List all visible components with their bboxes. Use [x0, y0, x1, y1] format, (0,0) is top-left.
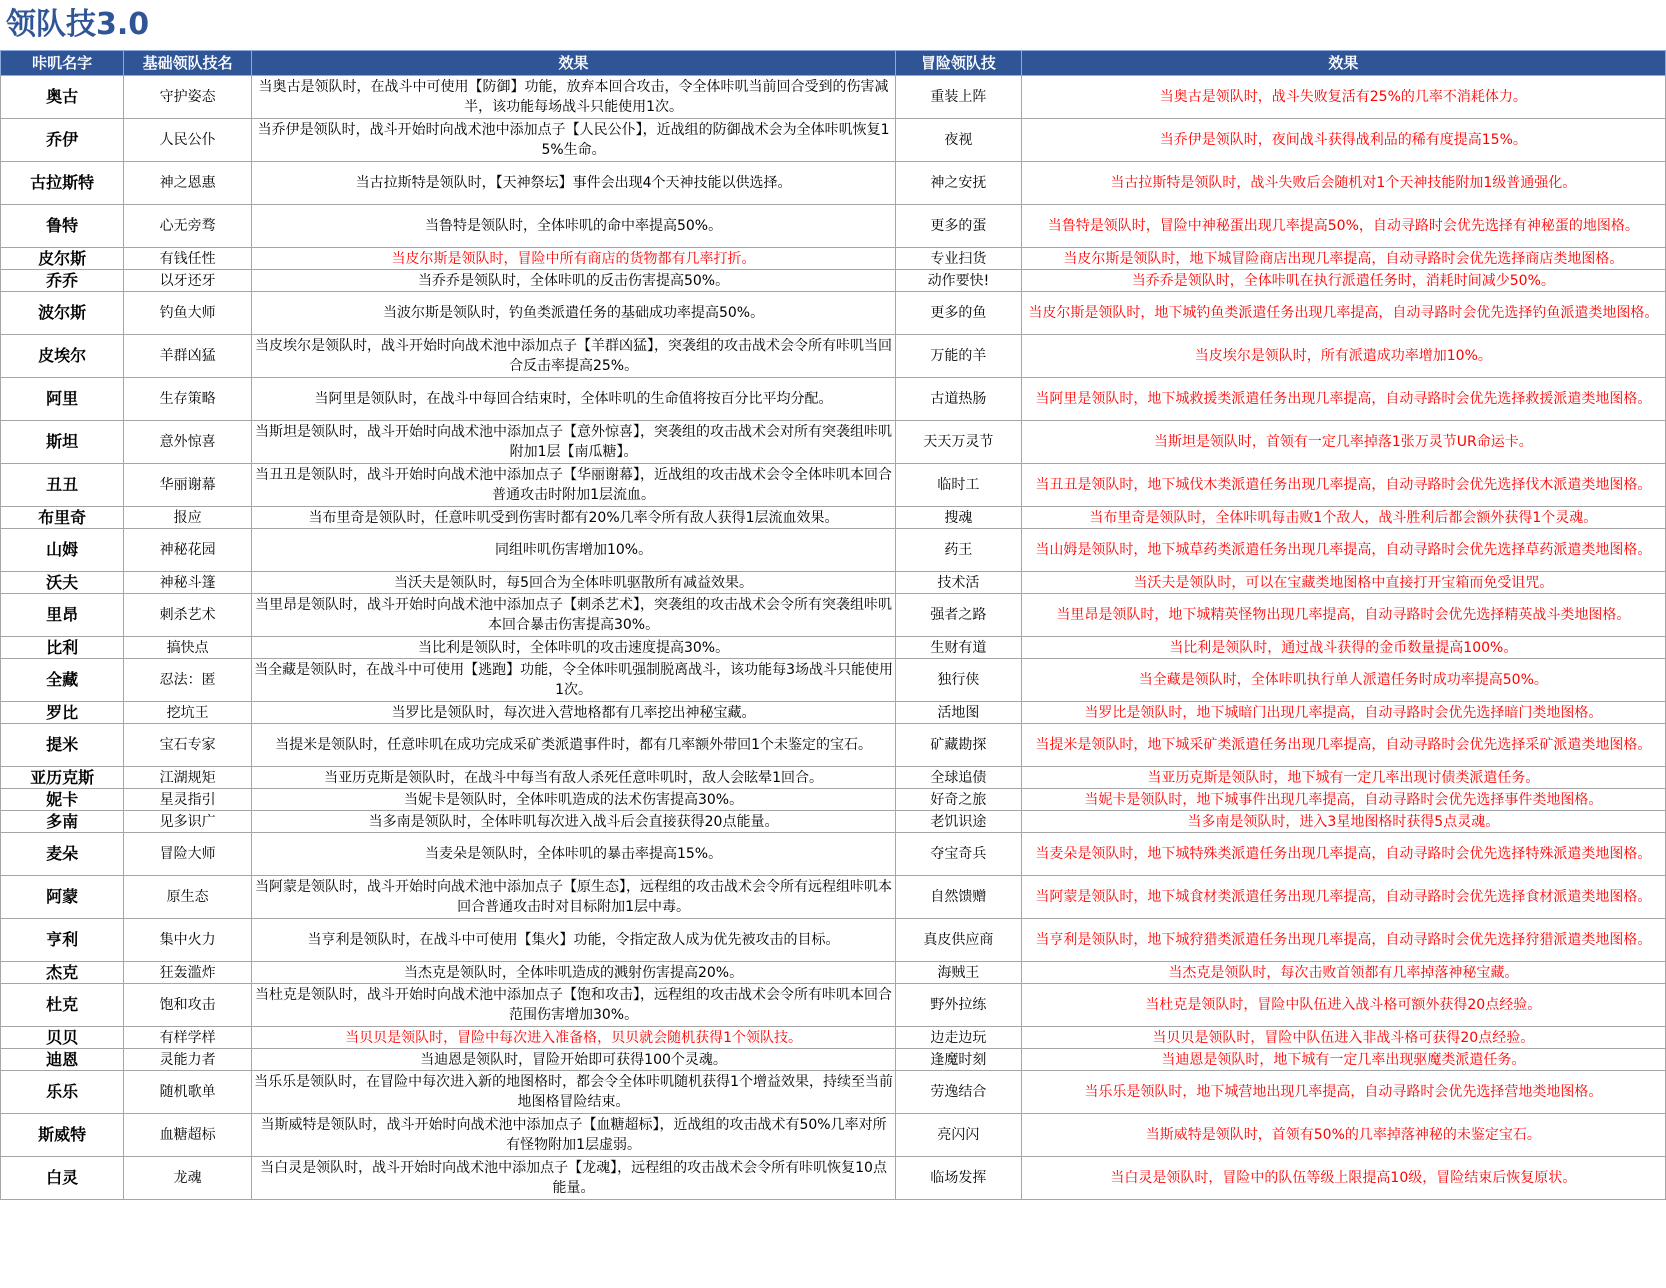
cell-adventure-effect: 当鲁特是领队时，冒险中神秘蛋出现几率提高50%，自动寻路时会优先选择有神秘蛋的地图格。	[1021, 205, 1665, 248]
cell-adventure-effect: 当阿里是领队时，地下城救援类派遣任务出现几率提高，自动寻路时会优先选择救援派遣类地图格。	[1021, 378, 1665, 421]
cell-name: 提米	[1, 724, 124, 767]
cell-adventure-effect: 当迪恩是领队时，地下城有一定几率出现驱魔类派遣任务。	[1021, 1049, 1665, 1071]
cell-adventure-skill: 重装上阵	[896, 76, 1021, 119]
cell-basic-skill: 有样学样	[124, 1027, 252, 1049]
cell-adventure-skill: 古道热肠	[896, 378, 1021, 421]
cell-adventure-effect: 当里昂是领队时，地下城精英怪物出现几率提高，自动寻路时会优先选择精英战斗类地图格。	[1021, 594, 1665, 637]
table-row	[1, 811, 1666, 833]
cell-adventure-effect: 当乔伊是领队时，夜间战斗获得战利品的稀有度提高15%。	[1021, 119, 1665, 162]
cell-basic-effect: 当古拉斯特是领队时，【天神祭坛】事件会出现4个天神技能以供选择。	[251, 162, 895, 205]
table-row	[1, 335, 1666, 378]
cell-name: 乐乐	[1, 1071, 124, 1114]
cell-adventure-effect: 当白灵是领队时，冒险中的队伍等级上限提高10级，冒险结束后恢复原状。	[1021, 1157, 1665, 1200]
table-row	[1, 767, 1666, 789]
cell-basic-effect: 当贝贝是领队时，冒险中每次进入准备格，贝贝就会随机获得1个领队技。	[251, 1027, 895, 1049]
cell-basic-skill: 羊群凶猛	[124, 335, 252, 378]
cell-name: 丑丑	[1, 464, 124, 507]
cell-basic-skill: 冒险大师	[124, 833, 252, 876]
cell-name: 麦朵	[1, 833, 124, 876]
cell-basic-effect: 当斯坦是领队时，战斗开始时向战术池中添加点子【意外惊喜】，突袭组的攻击战术会对所有突袭组咔叽附加1层【南瓜糖】。	[251, 421, 895, 464]
cell-name: 亨利	[1, 919, 124, 962]
cell-basic-skill: 心无旁骛	[124, 205, 252, 248]
cell-name: 贝贝	[1, 1027, 124, 1049]
cell-basic-skill: 华丽谢幕	[124, 464, 252, 507]
cell-adventure-skill: 临场发挥	[896, 1157, 1021, 1200]
cell-basic-skill: 钓鱼大师	[124, 292, 252, 335]
cell-adventure-skill: 独行侠	[896, 659, 1021, 702]
cell-adventure-skill: 海贼王	[896, 962, 1021, 984]
cell-basic-effect: 当皮埃尔是领队时，战斗开始时向战术池中添加点子【羊群凶猛】，突袭组的攻击战术会令所有咔叽当回合反击率提高25%。	[251, 335, 895, 378]
cell-adventure-skill: 临时工	[896, 464, 1021, 507]
cell-basic-skill: 星灵指引	[124, 789, 252, 811]
cell-adventure-effect: 当乔乔是领队时，全体咔叽在执行派遣任务时，消耗时间减少50%。	[1021, 270, 1665, 292]
cell-basic-skill: 灵能力者	[124, 1049, 252, 1071]
cell-adventure-skill: 真皮供应商	[896, 919, 1021, 962]
cell-basic-skill: 刺杀艺术	[124, 594, 252, 637]
cell-name: 斯坦	[1, 421, 124, 464]
cell-basic-effect: 当亚历克斯是领队时，在战斗中每当有敌人杀死任意咔叽时，敌人会眩晕1回合。	[251, 767, 895, 789]
cell-name: 杜克	[1, 984, 124, 1027]
cell-basic-effect: 当乔乔是领队时，全体咔叽的反击伤害提高50%。	[251, 270, 895, 292]
cell-adventure-effect: 当提米是领队时，地下城采矿类派遣任务出现几率提高，自动寻路时会优先选择采矿派遣类地图格。	[1021, 724, 1665, 767]
table-row	[1, 1071, 1666, 1114]
cell-adventure-skill: 更多的蛋	[896, 205, 1021, 248]
cell-basic-effect: 当比利是领队时，全体咔叽的攻击速度提高30%。	[251, 637, 895, 659]
table-row	[1, 1114, 1666, 1157]
table-row	[1, 876, 1666, 919]
table-row	[1, 464, 1666, 507]
cell-basic-effect: 当亨利是领队时，在战斗中可使用【集火】功能，令指定敌人成为优先被攻击的目标。	[251, 919, 895, 962]
cell-basic-effect: 当皮尔斯是领队时，冒险中所有商店的货物都有几率打折。	[251, 248, 895, 270]
cell-adventure-skill: 亮闪闪	[896, 1114, 1021, 1157]
cell-name: 阿蒙	[1, 876, 124, 919]
cell-basic-skill: 忍法：匿	[124, 659, 252, 702]
cell-basic-skill: 报应	[124, 507, 252, 529]
cell-name: 阿里	[1, 378, 124, 421]
cell-adventure-skill: 技术活	[896, 572, 1021, 594]
cell-basic-effect: 当白灵是领队时，战斗开始时向战术池中添加点子【龙魂】，远程组的攻击战术会令所有咔叽恢复10点能量。	[251, 1157, 895, 1200]
cell-adventure-skill: 更多的鱼	[896, 292, 1021, 335]
cell-basic-skill: 神秘斗篷	[124, 572, 252, 594]
cell-adventure-effect: 当古拉斯特是领队时，战斗失败后会随机对1个天神技能附加1级普通强化。	[1021, 162, 1665, 205]
cell-adventure-effect: 当皮尔斯是领队时，地下城钓鱼类派遣任务出现几率提高，自动寻路时会优先选择钓鱼派遣类地图格。	[1021, 292, 1665, 335]
cell-name: 罗比	[1, 702, 124, 724]
table-row	[1, 572, 1666, 594]
cell-adventure-effect: 当丑丑是领队时，地下城伐木类派遣任务出现几率提高，自动寻路时会优先选择伐木派遣类地图格。	[1021, 464, 1665, 507]
cell-adventure-effect: 当杜克是领队时，冒险中队伍进入战斗格可额外获得20点经验。	[1021, 984, 1665, 1027]
cell-adventure-skill: 边走边玩	[896, 1027, 1021, 1049]
table-row	[1, 962, 1666, 984]
cell-adventure-effect: 当布里奇是领队时，全体咔叽每击败1个敌人，战斗胜利后都会额外获得1个灵魂。	[1021, 507, 1665, 529]
cell-adventure-effect: 当皮尔斯是领队时，地下城冒险商店出现几率提高，自动寻路时会优先选择商店类地图格。	[1021, 248, 1665, 270]
table-row	[1, 919, 1666, 962]
cell-adventure-effect: 当麦朵是领队时，地下城特殊类派遣任务出现几率提高，自动寻路时会优先选择特殊派遣类地图格。	[1021, 833, 1665, 876]
cell-basic-skill: 神秘花园	[124, 529, 252, 572]
cell-basic-effect: 当迪恩是领队时，冒险开始即可获得100个灵魂。	[251, 1049, 895, 1071]
cell-adventure-effect: 当全藏是领队时，全体咔叽执行单人派遣任务时成功率提高50%。	[1021, 659, 1665, 702]
cell-adventure-effect: 当罗比是领队时，地下城暗门出现几率提高，自动寻路时会优先选择暗门类地图格。	[1021, 702, 1665, 724]
cell-basic-skill: 江湖规矩	[124, 767, 252, 789]
cell-name: 布里奇	[1, 507, 124, 529]
cell-name: 白灵	[1, 1157, 124, 1200]
cell-basic-skill: 见多识广	[124, 811, 252, 833]
cell-basic-skill: 守护姿态	[124, 76, 252, 119]
cell-name: 乔伊	[1, 119, 124, 162]
cell-basic-effect: 当沃夫是领队时，每5回合为全体咔叽驱散所有减益效果。	[251, 572, 895, 594]
table-row	[1, 529, 1666, 572]
table-row	[1, 162, 1666, 205]
table-row	[1, 637, 1666, 659]
cell-basic-effect: 当鲁特是领队时，全体咔叽的命中率提高50%。	[251, 205, 895, 248]
cell-basic-skill: 随机歌单	[124, 1071, 252, 1114]
cell-name: 皮埃尔	[1, 335, 124, 378]
col-header-basic-effect: 效果	[251, 51, 895, 76]
cell-adventure-effect: 当斯威特是领队时，首领有50%的几率掉落神秘的未鉴定宝石。	[1021, 1114, 1665, 1157]
cell-name: 乔乔	[1, 270, 124, 292]
cell-adventure-skill: 老饥识途	[896, 811, 1021, 833]
col-header-adventure-skill: 冒险领队技	[896, 51, 1021, 76]
table-row	[1, 984, 1666, 1027]
cell-name: 杰克	[1, 962, 124, 984]
cell-adventure-skill: 活地图	[896, 702, 1021, 724]
cell-adventure-skill: 自然馈赠	[896, 876, 1021, 919]
cell-adventure-skill: 生财有道	[896, 637, 1021, 659]
table-row	[1, 1027, 1666, 1049]
cell-basic-skill: 龙魂	[124, 1157, 252, 1200]
table-row	[1, 594, 1666, 637]
cell-adventure-skill: 夺宝奇兵	[896, 833, 1021, 876]
cell-name: 沃夫	[1, 572, 124, 594]
cell-basic-effect: 当妮卡是领队时，全体咔叽造成的法术伤害提高30%。	[251, 789, 895, 811]
cell-adventure-skill: 专业扫货	[896, 248, 1021, 270]
cell-adventure-effect: 当比利是领队时，通过战斗获得的金币数量提高100%。	[1021, 637, 1665, 659]
cell-basic-effect: 当麦朵是领队时，全体咔叽的暴击率提高15%。	[251, 833, 895, 876]
cell-name: 亚历克斯	[1, 767, 124, 789]
cell-basic-effect: 当杜克是领队时，战斗开始时向战术池中添加点子【饱和攻击】，远程组的攻击战术会令所有咔叽本回合范围伤害增加30%。	[251, 984, 895, 1027]
cell-basic-skill: 狂轰滥炸	[124, 962, 252, 984]
cell-basic-skill: 挖坑王	[124, 702, 252, 724]
cell-basic-skill: 有钱任性	[124, 248, 252, 270]
cell-basic-effect: 当乐乐是领队时，在冒险中每次进入新的地图格时，都会令全体咔叽随机获得1个增益效果，持续至当前地图格冒险结束。	[251, 1071, 895, 1114]
cell-basic-effect: 当罗比是领队时，每次进入营地格都有几率挖出神秘宝藏。	[251, 702, 895, 724]
cell-adventure-skill: 野外拉练	[896, 984, 1021, 1027]
cell-basic-skill: 人民公仆	[124, 119, 252, 162]
cell-basic-skill: 搞快点	[124, 637, 252, 659]
cell-adventure-skill: 神之安抚	[896, 162, 1021, 205]
cell-basic-effect: 当波尔斯是领队时，钓鱼类派遣任务的基础成功率提高50%。	[251, 292, 895, 335]
cell-basic-skill: 原生态	[124, 876, 252, 919]
col-header-name: 咔叽名字	[1, 51, 124, 76]
table-row	[1, 1049, 1666, 1071]
cell-basic-effect: 当乔伊是领队时，战斗开始时向战术池中添加点子【人民公仆】，近战组的防御战术会为全体咔叽恢复15%生命。	[251, 119, 895, 162]
cell-basic-skill: 意外惊喜	[124, 421, 252, 464]
table-row	[1, 421, 1666, 464]
cell-adventure-effect: 当亨利是领队时，地下城狩猎类派遣任务出现几率提高，自动寻路时会优先选择狩猎派遣类地图格。	[1021, 919, 1665, 962]
cell-name: 比利	[1, 637, 124, 659]
cell-basic-effect: 当里昂是领队时，战斗开始时向战术池中添加点子【刺杀艺术】，突袭组的攻击战术会令所有突袭组咔叽本回合暴击伤害提高30%。	[251, 594, 895, 637]
cell-adventure-effect: 当阿蒙是领队时，地下城食材类派遣任务出现几率提高，自动寻路时会优先选择食材派遣类地图格。	[1021, 876, 1665, 919]
table-row	[1, 292, 1666, 335]
cell-adventure-effect: 当沃夫是领队时，可以在宝藏类地图格中直接打开宝箱而免受诅咒。	[1021, 572, 1665, 594]
cell-adventure-skill: 万能的羊	[896, 335, 1021, 378]
cell-adventure-effect: 当皮埃尔是领队时，所有派遣成功率增加10%。	[1021, 335, 1665, 378]
table-row	[1, 248, 1666, 270]
cell-basic-skill: 神之恩惠	[124, 162, 252, 205]
cell-name: 奥古	[1, 76, 124, 119]
cell-adventure-skill: 全球追债	[896, 767, 1021, 789]
cell-basic-skill: 饱和攻击	[124, 984, 252, 1027]
cell-name: 古拉斯特	[1, 162, 124, 205]
table-row	[1, 119, 1666, 162]
cell-name: 迪恩	[1, 1049, 124, 1071]
table-row	[1, 270, 1666, 292]
cell-basic-effect: 当提米是领队时，任意咔叽在成功完成采矿类派遣事件时，都有几率额外带回1个未鉴定的宝石。	[251, 724, 895, 767]
table-row	[1, 789, 1666, 811]
col-header-basic-skill: 基础领队技名	[124, 51, 252, 76]
cell-basic-effect: 当布里奇是领队时，任意咔叽受到伤害时都有20%几率令所有敌人获得1层流血效果。	[251, 507, 895, 529]
table-row	[1, 378, 1666, 421]
cell-adventure-effect: 当亚历克斯是领队时，地下城有一定几率出现讨债类派遣任务。	[1021, 767, 1665, 789]
cell-basic-effect: 当杰克是领队时，全体咔叽造成的溅射伤害提高20%。	[251, 962, 895, 984]
cell-adventure-skill: 强者之路	[896, 594, 1021, 637]
table-row	[1, 1157, 1666, 1200]
table-row	[1, 702, 1666, 724]
cell-adventure-effect: 当乐乐是领队时，地下城营地出现几率提高，自动寻路时会优先选择营地类地图格。	[1021, 1071, 1665, 1114]
cell-adventure-effect: 当杰克是领队时，每次击败首领都有几率掉落神秘宝藏。	[1021, 962, 1665, 984]
cell-adventure-skill: 劳逸结合	[896, 1071, 1021, 1114]
cell-basic-effect: 当斯威特是领队时，战斗开始时向战术池中添加点子【血糖超标】，近战组的攻击战术有50%几率对所有怪物附加1层虚弱。	[251, 1114, 895, 1157]
cell-basic-effect: 当丑丑是领队时，战斗开始时向战术池中添加点子【华丽谢幕】，近战组的攻击战术会令全体咔叽本回合普通攻击时附加1层流血。	[251, 464, 895, 507]
table-row	[1, 833, 1666, 876]
cell-basic-skill: 宝石专家	[124, 724, 252, 767]
cell-name: 多南	[1, 811, 124, 833]
cell-adventure-effect: 当多南是领队时，进入3星地图格时获得5点灵魂。	[1021, 811, 1665, 833]
cell-name: 里昂	[1, 594, 124, 637]
cell-name: 波尔斯	[1, 292, 124, 335]
cell-basic-effect: 当多南是领队时，全体咔叽每次进入战斗后会直接获得20点能量。	[251, 811, 895, 833]
page-title: 领队技3.0	[6, 7, 150, 42]
table-row	[1, 724, 1666, 767]
cell-adventure-skill: 矿藏勘探	[896, 724, 1021, 767]
cell-adventure-skill: 动作要快!	[896, 270, 1021, 292]
cell-name: 斯威特	[1, 1114, 124, 1157]
cell-name: 皮尔斯	[1, 248, 124, 270]
leader-skill-table	[0, 50, 1666, 1200]
col-header-adventure-effect: 效果	[1021, 51, 1665, 76]
cell-basic-effect: 当全藏是领队时，在战斗中可使用【逃跑】功能，令全体咔叽强制脱离战斗，该功能每3场战斗只能使用1次。	[251, 659, 895, 702]
table-header-row	[1, 51, 1666, 76]
cell-basic-skill: 生存策略	[124, 378, 252, 421]
table-row	[1, 76, 1666, 119]
cell-adventure-skill: 夜视	[896, 119, 1021, 162]
cell-adventure-effect: 当妮卡是领队时，地下城事件出现几率提高，自动寻路时会优先选择事件类地图格。	[1021, 789, 1665, 811]
cell-name: 山姆	[1, 529, 124, 572]
cell-name: 全藏	[1, 659, 124, 702]
cell-basic-skill: 以牙还牙	[124, 270, 252, 292]
cell-adventure-skill: 好奇之旅	[896, 789, 1021, 811]
cell-basic-effect: 当阿蒙是领队时，战斗开始时向战术池中添加点子【原生态】，远程组的攻击战术会令所有远程组咔叽本回合普通攻击时对目标附加1层中毒。	[251, 876, 895, 919]
cell-basic-effect: 同组咔叽伤害增加10%。	[251, 529, 895, 572]
cell-name: 妮卡	[1, 789, 124, 811]
cell-adventure-effect: 当奥古是领队时，战斗失败复活有25%的几率不消耗体力。	[1021, 76, 1665, 119]
cell-adventure-effect: 当斯坦是领队时，首领有一定几率掉落1张万灵节UR命运卡。	[1021, 421, 1665, 464]
cell-name: 鲁特	[1, 205, 124, 248]
cell-basic-effect: 当奥古是领队时，在战斗中可使用【防御】功能，放弃本回合攻击，令全体咔叽当前回合受到的伤害减半，该功能每场战斗只能使用1次。	[251, 76, 895, 119]
cell-adventure-skill: 逢魔时刻	[896, 1049, 1021, 1071]
cell-adventure-effect: 当贝贝是领队时，冒险中队伍进入非战斗格可获得20点经验。	[1021, 1027, 1665, 1049]
cell-basic-skill: 集中火力	[124, 919, 252, 962]
table-row	[1, 507, 1666, 529]
table-row	[1, 205, 1666, 248]
table-row	[1, 659, 1666, 702]
cell-adventure-effect: 当山姆是领队时，地下城草药类派遣任务出现几率提高，自动寻路时会优先选择草药派遣类地图格。	[1021, 529, 1665, 572]
cell-basic-effect: 当阿里是领队时，在战斗中每回合结束时，全体咔叽的生命值将按百分比平均分配。	[251, 378, 895, 421]
cell-adventure-skill: 天天万灵节	[896, 421, 1021, 464]
cell-adventure-skill: 搜魂	[896, 507, 1021, 529]
cell-basic-skill: 血糖超标	[124, 1114, 252, 1157]
cell-adventure-skill: 药王	[896, 529, 1021, 572]
